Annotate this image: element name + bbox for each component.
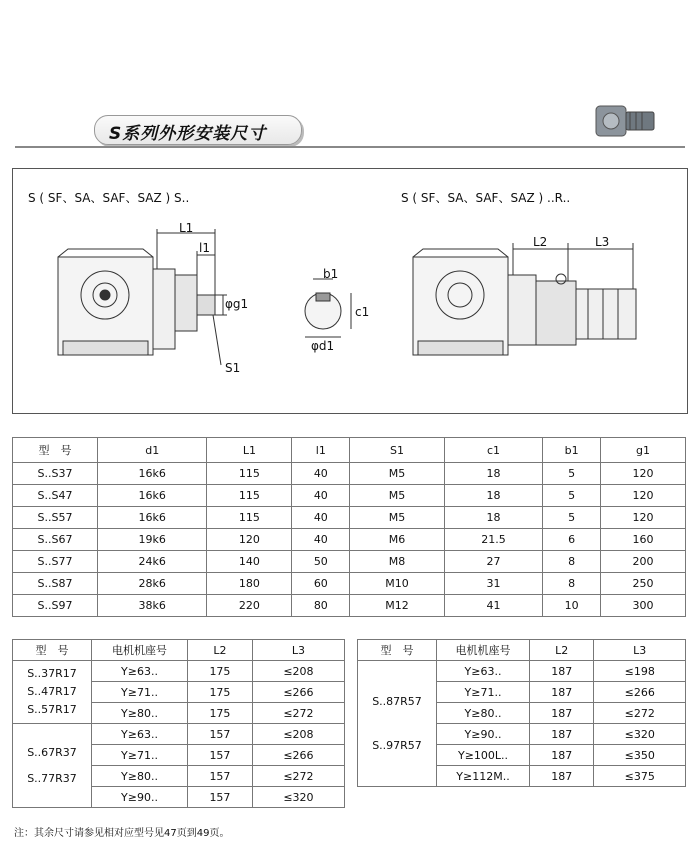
table-header-row — [13, 438, 686, 463]
table-row — [13, 595, 686, 617]
cell: 60 — [292, 573, 350, 595]
dim-label-L3: L3 — [595, 235, 610, 249]
cell: Y≥80.. — [92, 766, 188, 787]
table-row — [13, 463, 686, 485]
cell: 18 — [444, 463, 542, 485]
cell: 40 — [292, 485, 350, 507]
cell: S..S57 — [13, 507, 98, 529]
cell: ≤272 — [594, 703, 686, 724]
cell: 187 — [530, 766, 594, 787]
cell: 31 — [444, 573, 542, 595]
header-cell: 电机机座号 — [437, 640, 530, 661]
cell: Y≥63.. — [92, 661, 188, 682]
header-cell: L3 — [594, 640, 686, 661]
cell: 41 — [444, 595, 542, 617]
header-cell: d1 — [98, 438, 207, 463]
cell: 16k6 — [98, 463, 207, 485]
motor-dimensions-table-small — [12, 639, 345, 808]
cell: Y≥90.. — [437, 724, 530, 745]
cell: 80 — [292, 595, 350, 617]
cell: ≤208 — [252, 724, 344, 745]
dim-label-l1: l1 — [199, 241, 210, 255]
cell: 18 — [444, 485, 542, 507]
motor-dimensions-table-large — [357, 639, 686, 787]
cell: 187 — [530, 724, 594, 745]
cell: Y≥71.. — [437, 682, 530, 703]
cell: S..S97 — [13, 595, 98, 617]
header-cell: 型 号 — [13, 438, 98, 463]
model-group-cell — [13, 661, 92, 724]
header-cell: b1 — [543, 438, 601, 463]
cell: 187 — [530, 682, 594, 703]
technical-drawing — [13, 169, 687, 413]
cell: 120 — [601, 485, 686, 507]
cell: 115 — [207, 463, 292, 485]
cell: 24k6 — [98, 551, 207, 573]
table-row — [358, 661, 686, 682]
cell: Y≥90.. — [92, 787, 188, 808]
title-badge — [94, 115, 302, 145]
left-drawing-caption: S ( SF、SA、SAF、SAZ ) S.. — [28, 191, 190, 205]
dim-label-b1: b1 — [323, 267, 339, 281]
dim-label-g1: φg1 — [225, 297, 249, 311]
cell: ≤198 — [594, 661, 686, 682]
header-cell: 电机机座号 — [92, 640, 188, 661]
cell: 8 — [543, 551, 601, 573]
cell: ≤272 — [252, 766, 344, 787]
cell: 6 — [543, 529, 601, 551]
cell: Y≥80.. — [437, 703, 530, 724]
title-divider — [15, 146, 685, 148]
cell: 120 — [207, 529, 292, 551]
model-label: S..67R37 — [27, 745, 77, 759]
dim-label-d1: φd1 — [311, 339, 335, 353]
table-header-row — [13, 640, 345, 661]
table-row — [13, 551, 686, 573]
footnote: 注：其余尺寸请参见相对应型号见47页到49页。 — [14, 828, 230, 839]
cell: 40 — [292, 529, 350, 551]
cell: 27 — [444, 551, 542, 573]
cell: 180 — [207, 573, 292, 595]
cell: 220 — [207, 595, 292, 617]
cell: Y≥80.. — [92, 703, 188, 724]
cell: 187 — [530, 661, 594, 682]
cell: M12 — [350, 595, 445, 617]
right-drawing-caption: S ( SF、SA、SAF、SAZ ) ..R.. — [401, 191, 571, 205]
cell: M5 — [350, 463, 445, 485]
cell: 120 — [601, 463, 686, 485]
cell: M10 — [350, 573, 445, 595]
cell: 157 — [188, 745, 253, 766]
shaft-section-drawing — [305, 279, 351, 337]
model-group-cell — [13, 724, 92, 808]
cell: ≤266 — [252, 682, 344, 703]
model-label: S..77R37 — [27, 771, 77, 785]
cell: 187 — [530, 745, 594, 766]
cell: 250 — [601, 573, 686, 595]
cell: M8 — [350, 551, 445, 573]
table-row — [13, 661, 345, 682]
cell: 40 — [292, 507, 350, 529]
cell: S..S47 — [13, 485, 98, 507]
cell: 115 — [207, 485, 292, 507]
dim-label-L1: L1 — [179, 221, 194, 235]
cell: 10 — [543, 595, 601, 617]
cell: 175 — [188, 661, 253, 682]
cell: S..S67 — [13, 529, 98, 551]
cell: 175 — [188, 682, 253, 703]
cell: 38k6 — [98, 595, 207, 617]
cell: 5 — [543, 485, 601, 507]
table-row — [13, 529, 686, 551]
cell: 8 — [543, 573, 601, 595]
cell: 157 — [188, 766, 253, 787]
cell: ≤266 — [252, 745, 344, 766]
cell: 19k6 — [98, 529, 207, 551]
cell: 5 — [543, 463, 601, 485]
table-row — [13, 485, 686, 507]
header-cell: L1 — [207, 438, 292, 463]
model-group-cell — [358, 661, 437, 787]
cell: S..S87 — [13, 573, 98, 595]
dim-label-L2: L2 — [533, 235, 548, 249]
table-header-row — [358, 640, 686, 661]
cell: 157 — [188, 787, 253, 808]
model-label: S..97R57 — [372, 738, 422, 752]
cell: 21.5 — [444, 529, 542, 551]
cell: 115 — [207, 507, 292, 529]
cell: Y≥71.. — [92, 682, 188, 703]
cell: ≤272 — [252, 703, 344, 724]
cell: ≤350 — [594, 745, 686, 766]
cell: ≤320 — [252, 787, 344, 808]
cell: 187 — [530, 703, 594, 724]
cell: M5 — [350, 485, 445, 507]
cell: Y≥112M.. — [437, 766, 530, 787]
gearbox-thumbnail-image — [590, 100, 660, 140]
table-row — [13, 724, 345, 745]
header-cell: S1 — [350, 438, 445, 463]
table-row — [13, 573, 686, 595]
cell: 28k6 — [98, 573, 207, 595]
cell: ≤320 — [594, 724, 686, 745]
cell: 120 — [601, 507, 686, 529]
right-gearbox-drawing — [413, 243, 636, 355]
cell: 140 — [207, 551, 292, 573]
header-cell: 型 号 — [358, 640, 437, 661]
cell: 160 — [601, 529, 686, 551]
header-cell: c1 — [444, 438, 542, 463]
cell: M5 — [350, 507, 445, 529]
cell: 18 — [444, 507, 542, 529]
cell: ≤375 — [594, 766, 686, 787]
cell: 16k6 — [98, 485, 207, 507]
dim-label-c1: c1 — [355, 305, 370, 319]
dimension-drawing-panel — [12, 168, 688, 414]
cell: Y≥63.. — [437, 661, 530, 682]
cell: Y≥63.. — [92, 724, 188, 745]
model-label: S..47R17 — [27, 685, 77, 698]
header-cell: L2 — [188, 640, 253, 661]
cell: Y≥100L.. — [437, 745, 530, 766]
model-label: S..57R17 — [27, 703, 77, 716]
cell: S..S37 — [13, 463, 98, 485]
cell: 200 — [601, 551, 686, 573]
cell: S..S77 — [13, 551, 98, 573]
cell: 40 — [292, 463, 350, 485]
cell: M6 — [350, 529, 445, 551]
cell: ≤208 — [252, 661, 344, 682]
dim-label-S1: S1 — [225, 361, 241, 375]
header-cell: L2 — [530, 640, 594, 661]
shaft-dimensions-table — [12, 437, 686, 617]
page-title: S系列外形安装尺寸 — [109, 124, 267, 144]
header-cell: g1 — [601, 438, 686, 463]
header-cell: 型 号 — [13, 640, 92, 661]
header-cell: L3 — [252, 640, 344, 661]
cell: 50 — [292, 551, 350, 573]
cell: 16k6 — [98, 507, 207, 529]
cell: 175 — [188, 703, 253, 724]
cell: 157 — [188, 724, 253, 745]
model-label: S..87R57 — [372, 694, 422, 708]
model-label: S..37R17 — [27, 667, 77, 680]
cell: 5 — [543, 507, 601, 529]
header-cell: l1 — [292, 438, 350, 463]
cell: 300 — [601, 595, 686, 617]
cell: ≤266 — [594, 682, 686, 703]
table-row — [13, 507, 686, 529]
cell: Y≥71.. — [92, 745, 188, 766]
